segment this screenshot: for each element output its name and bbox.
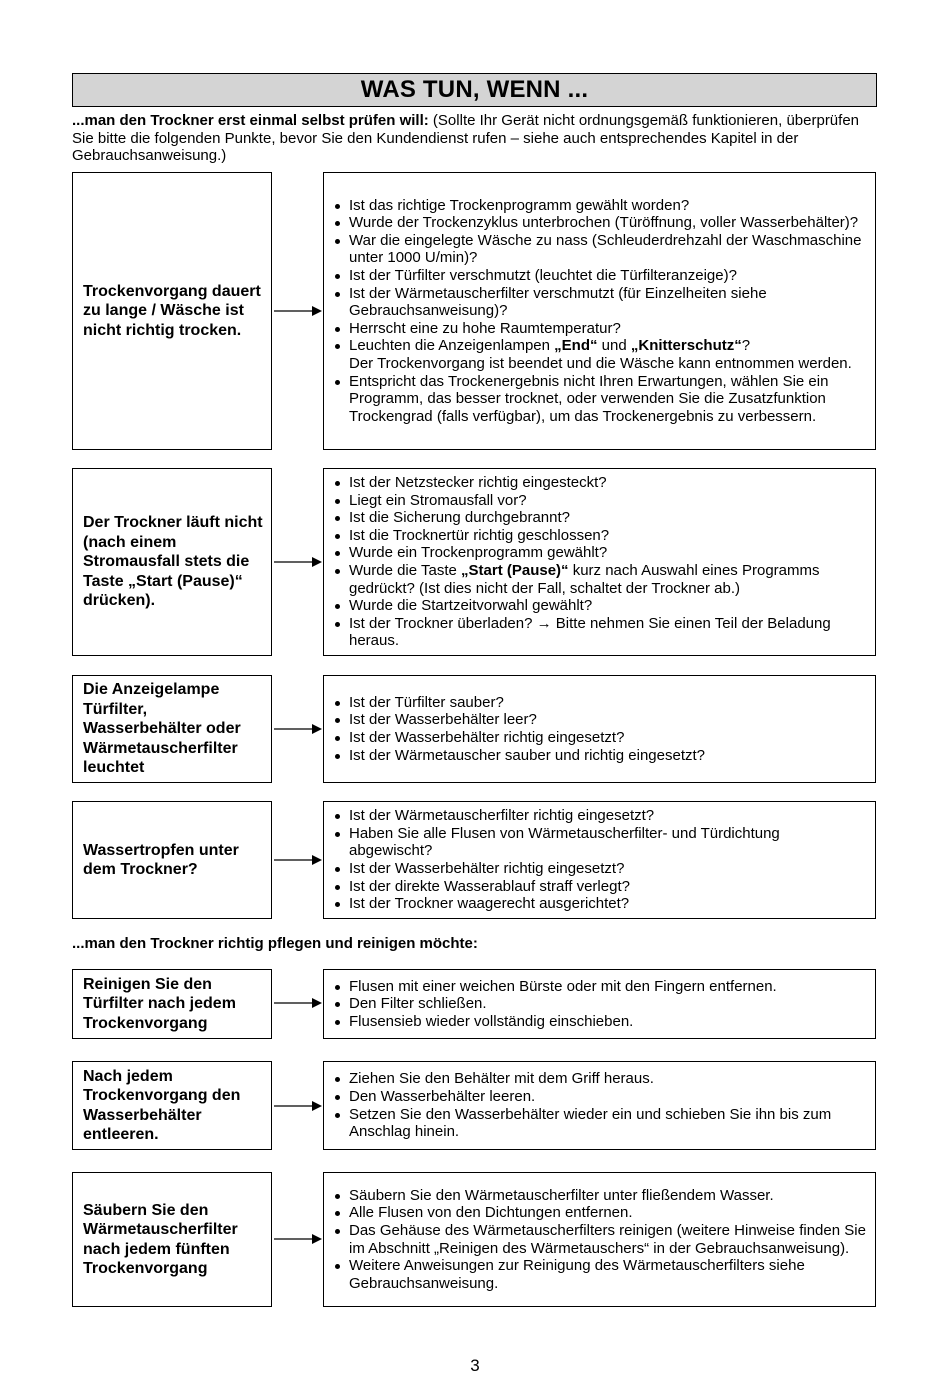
- list-item: Wurde der Trockenzyklus unterbrochen (Türöffnung, voller Wasserbehälter)?: [333, 214, 867, 232]
- checklist: [333, 694, 867, 764]
- intro-text: (Sollte Ihr Gerät nicht ordnungsgemäß funktionieren, überprüfen Sie bitte die folgenden Punkte, bevor Sie den Kundendienst rufen – siehe auch entsprechendes Kapitel in der Gebrauchsanweisung.): [72, 112, 860, 165]
- list-item: [333, 337, 867, 372]
- list-item: Ist der Wasserbehälter leer?: [333, 711, 867, 729]
- list-item: Ist der Wasserbehälter richtig eingesetzt?: [333, 860, 867, 878]
- arrow-right-icon: [274, 1233, 322, 1245]
- list-item-text: Leuchten die Anzeigenlampen: [349, 337, 555, 355]
- intro-lead: ...man den Trockner erst einmal selbst prüfen will:: [72, 112, 429, 129]
- steps-box-water-container: [323, 1061, 876, 1150]
- problem-label: Wassertropfen unter dem Trockner?: [83, 841, 239, 878]
- care-task-label: Säubern Sie den Wärmetauscherfilter nach jedem fünften Trockenvorgang: [83, 1201, 238, 1277]
- care-task-label: Nach jedem Trockenvorgang den Wasserbehälter entleeren.: [83, 1067, 241, 1143]
- problem-box-indicator-lamp: [72, 675, 272, 783]
- problem-box-drying-slow: [72, 172, 272, 450]
- list-item: Ist der Wasserbehälter richtig eingesetzt?: [333, 729, 867, 747]
- arrow-right-icon: [274, 1100, 322, 1112]
- list-item: Alle Flusen von den Dichtungen entfernen.: [333, 1204, 867, 1222]
- arrow-right-icon: [274, 723, 322, 735]
- arrow-right-icon: [274, 305, 322, 317]
- checks-box-water-drops: [323, 801, 876, 919]
- list-item: Flusen mit einer weichen Bürste oder mit den Fingern entfernen.: [333, 978, 867, 996]
- checklist: [333, 978, 867, 1031]
- problem-box-water-drops: [72, 801, 272, 919]
- list-item: Säubern Sie den Wärmetauscherfilter unter fließendem Wasser.: [333, 1187, 867, 1205]
- list-item: Ziehen Sie den Behälter mit dem Griff heraus.: [333, 1070, 867, 1088]
- list-item-text: ?: [741, 337, 751, 355]
- arrow-right-icon: [274, 556, 322, 568]
- list-item-text: Wurde die Taste: [349, 562, 462, 579]
- list-item-text: und: [597, 337, 631, 355]
- list-item: Ist der Trockner überladen? → Bitte nehmen Sie einen Teil der Beladung heraus.: [333, 615, 867, 650]
- list-item: Den Filter schließen.: [333, 995, 867, 1013]
- steps-box-heat-exchanger: [323, 1172, 876, 1307]
- list-item: Wurde die Startzeitvorwahl gewählt?: [333, 597, 867, 615]
- list-item: Ist der Türfilter verschmutzt (leuchtet die Türfilteranzeige)?: [333, 267, 867, 285]
- list-item: Ist die Trocknertür richtig geschlossen?: [333, 527, 867, 545]
- list-item: Ist der Wärmetauscher sauber und richtig eingesetzt?: [333, 747, 867, 765]
- arrow-right-icon: [274, 854, 322, 866]
- list-item: War die eingelegte Wäsche zu nass (Schleuderdrehzahl der Waschmaschine unter 1000 U/min)?: [333, 232, 867, 267]
- problem-box-not-running: [72, 468, 272, 656]
- intro-paragraph: [72, 112, 872, 165]
- page-number: 3: [470, 1356, 480, 1375]
- steps-box-door-filter: [323, 969, 876, 1039]
- problem-label: Der Trockner läuft nicht (nach einem Stromausfall stets die Taste „Start (Pause)“ drücken).: [83, 514, 263, 610]
- list-item: [333, 562, 867, 597]
- list-item: Setzen Sie den Wasserbehälter wieder ein und schieben Sie ihn bis zum Anschlag hinein.: [333, 1106, 867, 1141]
- list-item: Liegt ein Stromausfall vor?: [333, 492, 867, 510]
- list-item: Ist das richtige Trockenprogramm gewählt worden?: [333, 197, 867, 215]
- list-item: Das Gehäuse des Wärmetauscherfilters reinigen (weitere Hinweise finden Sie im Abschnitt „Reinigen des Wärmetauschers“ in der Gebrauchsanweisung).: [333, 1222, 867, 1257]
- care-box-heat-exchanger: [72, 1172, 272, 1307]
- list-item: Ist der Wärmetauscherfilter verschmutzt (für Einzelheiten siehe Gebrauchsanweisung)?: [333, 285, 867, 320]
- checks-box-indicator-lamp: [323, 675, 876, 783]
- arrow-right-icon: [274, 997, 322, 1009]
- list-item: Den Wasserbehälter leeren.: [333, 1088, 867, 1106]
- list-item: Herrscht eine zu hohe Raumtemperatur?: [333, 320, 867, 338]
- checklist: [333, 1070, 867, 1140]
- list-item: Weitere Anweisungen zur Reinigung des Wärmetauscherfilters siehe Gebrauchsanweisung.: [333, 1257, 867, 1292]
- care-heading: ...man den Trockner richtig pflegen und reinigen möchte:: [72, 935, 478, 952]
- start-pause-label: „Start (Pause)“: [461, 562, 569, 579]
- list-item: Ist der direkte Wasserablauf straff verlegt?: [333, 878, 867, 896]
- list-item: Wurde ein Trockenprogramm gewählt?: [333, 544, 867, 562]
- care-box-water-container: [72, 1061, 272, 1150]
- checks-box-not-running: [323, 468, 876, 656]
- end-label: „End“: [554, 337, 598, 355]
- list-item: Ist der Trockner waagerecht ausgerichtet?: [333, 895, 867, 913]
- list-item: Ist die Sicherung durchgebrannt?: [333, 509, 867, 527]
- care-task-label: Reinigen Sie den Türfilter nach jedem Trockenvorgang: [83, 975, 236, 1032]
- problem-label: Trockenvorgang dauert zu lange / Wäsche ist nicht richtig trocken.: [83, 282, 261, 339]
- list-item-continuation: Der Trockenvorgang ist beendet und die Wäsche kann entnommen werden.: [349, 354, 852, 372]
- checklist: [333, 474, 867, 650]
- list-item: Haben Sie alle Flusen von Wärmetauscherfilter- und Türdichtung abgewischt?: [333, 825, 867, 860]
- list-item: Ist der Türfilter sauber?: [333, 694, 867, 712]
- list-item: Ist der Wärmetauscherfilter richtig eingesetzt?: [333, 807, 867, 825]
- care-box-door-filter: [72, 969, 272, 1039]
- knitterschutz-label: „Knitterschutz“: [630, 337, 742, 355]
- checklist: [333, 197, 867, 426]
- checklist: [333, 807, 867, 913]
- page-title: WAS TUN, WENN ...: [72, 73, 877, 107]
- checks-box-drying-slow: [323, 172, 876, 450]
- problem-label: Die Anzeigelampe Türfilter, Wasserbehälter oder Wärmetauscherfilter leuchtet: [83, 681, 241, 777]
- list-item: Entspricht das Trockenergebnis nicht Ihren Erwartungen, wählen Sie ein Programm, das besser trocknet, oder verwenden Sie die Zusatzfunktion Trockengrad (falls verfügbar), um das Trockenergebnis zu verbessern.: [333, 373, 867, 426]
- list-item: Flusensieb wieder vollständig einschieben.: [333, 1013, 867, 1031]
- list-item: Ist der Netzstecker richtig eingesteckt?: [333, 474, 867, 492]
- list-item-text: kurz nach Auswahl eines Programms gedrückt? (Ist dies nicht der Fall, schaltet der Trockner ab.): [349, 562, 820, 597]
- checklist: [333, 1187, 867, 1293]
